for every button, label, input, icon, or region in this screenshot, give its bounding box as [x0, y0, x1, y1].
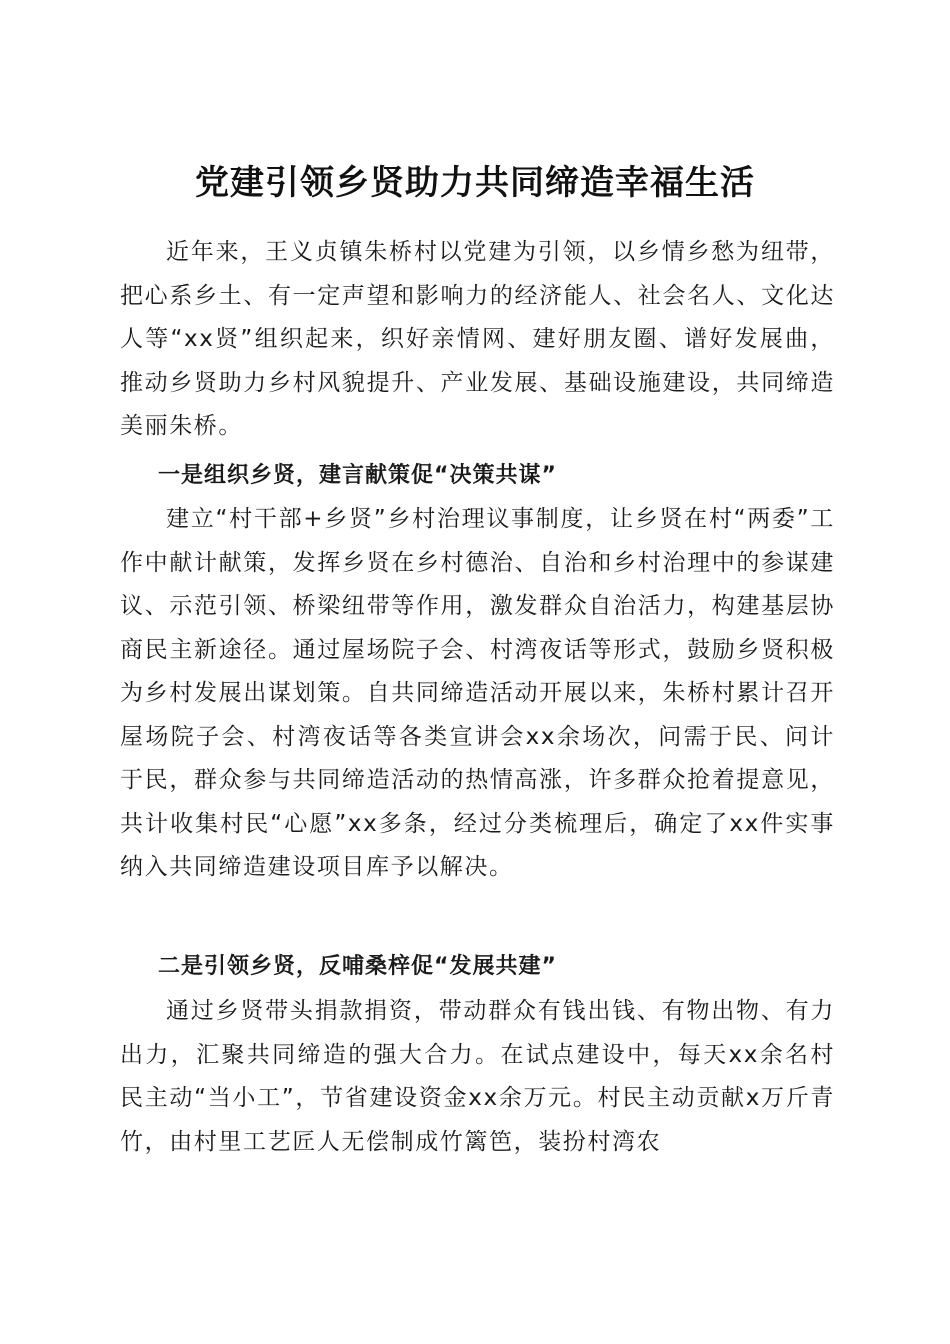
section-one-paragraph: 建立“村干部+乡贤”乡村治理议事制度，让乡贤在村“两委”工作中献计献策，发挥乡贤在乡村德治、自治和乡村治理中的参谋建议、示范引领、桥梁纽带等作用，激发群众自治活力，构建基层协商民主新途径。通过屋场院子会、村湾夜话等形式，鼓励乡贤积极为乡村发展出谋划策。自共同缔造活动开展以来，朱桥村累计召开屋场院子会、村湾夜话等各类宣讲会xx余场次，问需于民、问计于民，群众参与共同缔造活动的热情高涨，许多群众抢着提意见，共计收集村民“心愿”xx多条，经过分类梳理后，确定了xx件实事纳入共同缔造建设项目库予以解决。 — [120, 506, 835, 880]
document-title: 党建引领乡贤助力共同缔造幸福生活 — [195, 162, 755, 203]
intro-paragraph: 近年来，王义贞镇朱桥村以党建为引领，以乡情乡愁为纽带，把心系乡土、有一定声望和影响力的经济能人、社会名人、文化达人等“xx贤”组织起来，织好亲情网、建好朋友圈、谱好发展曲，推动乡贤助力乡村风貌提升、产业发展、基础设施建设，共同缔造美丽朱桥。 — [120, 239, 835, 439]
section-two-heading: 二是引领乡贤，反哺桑梓促“发展共建” — [158, 954, 557, 979]
section-one-heading: 一是组织乡贤，建言献策促“决策共谋” — [158, 463, 557, 488]
section-two-paragraph: 通过乡贤带头捐款捐资，带动群众有钱出钱、有物出物、有力出力，汇聚共同缔造的强大合力。在试点建设中，每天xx余名村民主动“当小工”，节省建设资金xx余万元。村民主动贡献x万斤青竹，由村里工艺匠人无偿制成竹篱笆，装扮村湾农 — [120, 998, 835, 1155]
